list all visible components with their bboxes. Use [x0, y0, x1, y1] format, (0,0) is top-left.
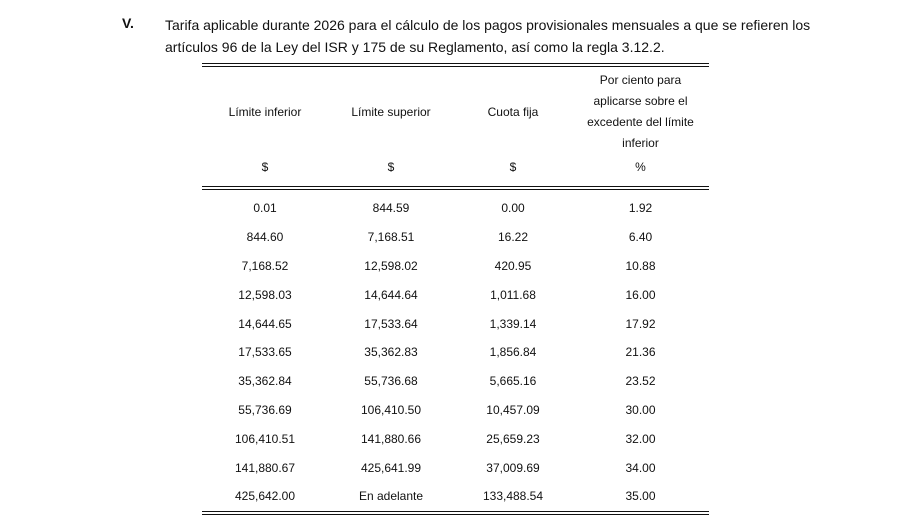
- cell-fixed-fee: 5,665.16: [489, 374, 537, 389]
- table-row: [202, 453, 709, 482]
- header-upper-limit: Límite superior: [351, 104, 431, 119]
- table-row: [202, 252, 709, 281]
- cell-percentage: 23.52: [625, 374, 656, 389]
- cell-upper-limit: En adelante: [358, 489, 424, 504]
- cell-upper-limit: 55,736.68: [364, 374, 418, 389]
- cell-fixed-fee: 16.22: [497, 230, 529, 245]
- cell-lower-limit: 7,168.52: [241, 258, 289, 273]
- cell-upper-limit: 35,362.83: [364, 345, 418, 360]
- table-row: [202, 367, 709, 396]
- table-row: [202, 396, 709, 425]
- table-row: [202, 223, 709, 252]
- cell-lower-limit: 425,642.00: [234, 489, 296, 504]
- cell-lower-limit: 35,362.84: [238, 374, 292, 389]
- cell-upper-limit: 7,168.51: [367, 230, 415, 245]
- header-fixed-fee: Cuota fija: [487, 104, 539, 119]
- rate-table-body: [202, 190, 709, 511]
- cell-lower-limit: 0.01: [253, 201, 277, 216]
- cell-upper-limit: 12,598.02: [364, 258, 418, 273]
- cell-lower-limit: 141,880.67: [234, 460, 296, 475]
- header-lower-limit: Límite inferior: [228, 104, 302, 119]
- table-row: [202, 424, 709, 453]
- intro-line-2: artículos 96 de la Ley del ISR y 175 de su Reglamento, así como la regla 3.12.2.: [165, 39, 665, 55]
- cell-upper-limit: 14,644.64: [364, 287, 418, 302]
- cell-lower-limit: 844.60: [246, 230, 284, 245]
- cell-fixed-fee: 37,009.69: [486, 460, 540, 475]
- table-row: [202, 482, 709, 511]
- cell-percentage: 1.92: [628, 201, 653, 216]
- cell-upper-limit: 844.59: [372, 201, 410, 216]
- unit-fixed-fee: $: [509, 160, 517, 174]
- cell-upper-limit: 106,410.50: [360, 402, 422, 417]
- cell-percentage: 30.00: [625, 402, 656, 417]
- cell-fixed-fee: 1,011.68: [490, 287, 536, 302]
- cell-percentage: 16.00: [625, 287, 656, 302]
- cell-percentage: 35.00: [625, 489, 656, 504]
- cell-lower-limit: 106,410.51: [234, 431, 296, 446]
- cell-lower-limit: 12,598.03: [238, 287, 292, 302]
- cell-lower-limit: 14,644.65: [238, 316, 292, 331]
- section-intro: [165, 14, 811, 58]
- table-row: [202, 190, 709, 223]
- intro-line-1: Tarifa aplicable durante 2026 para el cálculo de los pagos provisionales mensuales a que se refieren los: [165, 17, 811, 33]
- cell-fixed-fee: 1,339.14: [489, 316, 537, 331]
- cell-percentage: 10.88: [625, 258, 656, 273]
- unit-lower-limit: $: [261, 160, 269, 174]
- cell-percentage: 6.40: [628, 230, 653, 245]
- cell-fixed-fee: 25,659.23: [486, 431, 540, 446]
- cell-percentage: 17.92: [625, 316, 656, 331]
- cell-fixed-fee: 133,488.54: [482, 489, 544, 504]
- cell-fixed-fee: 10,457.09: [486, 402, 540, 417]
- rate-table: [202, 67, 709, 186]
- unit-upper-limit: $: [387, 160, 395, 174]
- cell-upper-limit: 17,533.64: [364, 316, 418, 331]
- cell-percentage: 34.00: [625, 460, 656, 475]
- table-row: [202, 280, 709, 309]
- unit-percentage: %: [635, 160, 646, 174]
- cell-fixed-fee: 0.00: [501, 201, 525, 216]
- cell-percentage: 32.00: [625, 431, 656, 446]
- cell-upper-limit: 141,880.66: [360, 431, 422, 446]
- cell-lower-limit: 55,736.69: [238, 402, 292, 417]
- isr-rate-table: [202, 63, 709, 515]
- table-bottom-rule: [202, 511, 709, 515]
- cell-upper-limit: 425,641.99: [360, 460, 422, 475]
- cell-fixed-fee: 420.95: [494, 258, 532, 273]
- header-percentage: Por ciento para aplicarse sobre el excedente del límite inferior: [587, 72, 694, 150]
- cell-fixed-fee: 1,856.84: [489, 345, 537, 360]
- table-row: [202, 338, 709, 367]
- cell-percentage: 21.36: [625, 345, 656, 360]
- section-marker: V.: [122, 15, 134, 31]
- cell-lower-limit: 17,533.65: [238, 345, 292, 360]
- table-row: [202, 309, 709, 338]
